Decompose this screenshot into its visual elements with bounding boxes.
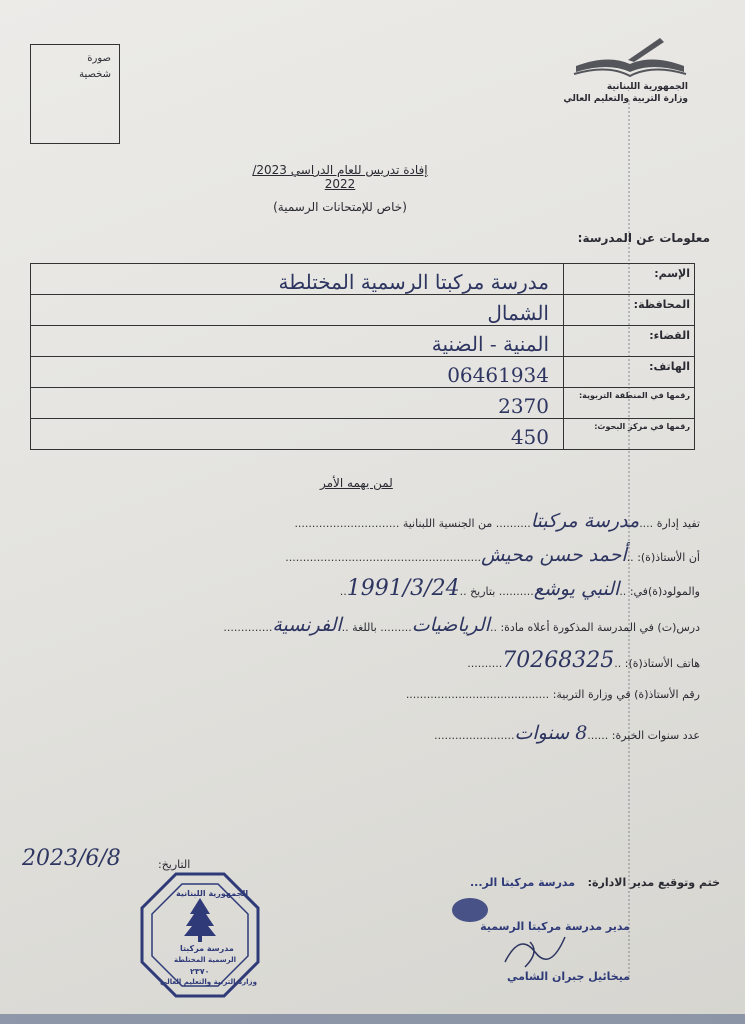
stamp-top: مدرسة مركبتا الر... xyxy=(470,876,576,889)
date-value: 2023/6/8 xyxy=(22,846,121,871)
cert-line-5: هاتف الأستاذ(ة): ..70268325.......... xyxy=(467,648,700,673)
row-label: القضاء: xyxy=(564,326,695,357)
document-title-text: إفادة تدريس للعام الدراسي 2023/ 2022 xyxy=(252,163,428,191)
table-row xyxy=(31,295,695,326)
row-label: المحافظة: xyxy=(564,295,695,326)
ministry-line-1: الجمهورية اللبنانية xyxy=(606,82,688,92)
table-row xyxy=(31,326,695,357)
line-3-value: النبي يوشع xyxy=(533,578,620,600)
row-value: الشمال xyxy=(31,295,564,326)
line-6-prefix: رقم الأستاذ(ة) في وزارة التربية: xyxy=(552,688,700,701)
seal-text-4: ٢٣٧٠ xyxy=(190,967,210,976)
signature-label: ختم وتوقيع مدير الادارة: xyxy=(587,876,720,889)
line-7-value: 8 سنوات xyxy=(514,722,588,744)
cert-line-2: أن الأستاذ(ة): ..أحمد حسن محيش........................................................ xyxy=(285,544,700,566)
line-1-suffix: من الجنسية اللبنانية xyxy=(402,517,493,530)
cert-line-6: رقم الأستاذ(ة) في وزارة التربية: ......................................... xyxy=(405,688,700,701)
line-1-prefix: تفيد إدارة xyxy=(656,517,700,530)
photo-box-line-2: شخصية xyxy=(79,69,111,80)
document-title xyxy=(240,163,440,191)
scan-edge xyxy=(0,1014,745,1024)
photo-box xyxy=(30,44,120,144)
line-1-value: مدرسة مركبتا xyxy=(530,510,640,532)
official-seal xyxy=(138,870,262,1000)
row-value: 450 xyxy=(31,419,564,450)
cert-line-4: درس(ت) في المدرسة المذكورة أعلاه مادة: ..الرياضيات......... باللغة ..الفرنسية.............. xyxy=(223,614,700,636)
line-3-date: 1991/3/24 xyxy=(346,576,460,601)
row-label: رقمها في مركز البحوث: xyxy=(564,419,695,450)
line-4-prefix: درس(ت) في المدرسة المذكورة أعلاه مادة: xyxy=(500,621,700,634)
date-label: التاريخ: xyxy=(158,858,191,871)
ministry-line-2: وزارة التربية والتعليم العالي xyxy=(563,94,688,104)
stamp-line-2: ميخائيل جبران الشامي xyxy=(506,970,630,983)
photo-box-line-1: صورة xyxy=(87,53,111,64)
table-row xyxy=(31,419,695,450)
ministry-logo xyxy=(563,36,688,106)
to-whom-text: لمن يهمه الأمر xyxy=(320,476,393,490)
line-3-prefix: والمولود(ة)في: xyxy=(629,585,700,598)
cert-line-7: عدد سنوات الخبرة: ......8 سنوات....................... xyxy=(434,722,700,744)
row-value: المنية - الضنية xyxy=(31,326,564,357)
cert-line-1: تفيد إدارة ....مدرسة مركبتا.......... من الجنسية اللبنانية .............................. xyxy=(294,510,700,532)
row-label: الهاتف: xyxy=(564,357,695,388)
stamp-line-1: مدير مدرسة مركبتا الرسمية xyxy=(480,920,630,933)
line-4-mid: باللغة xyxy=(352,621,377,634)
row-value: مدرسة مركبتا الرسمية المختلطة xyxy=(31,264,564,295)
school-info-label: معلومات عن المدرسة: xyxy=(577,231,710,245)
table-row xyxy=(31,388,695,419)
seal-text-3: الرسمية المختلطة xyxy=(174,956,237,964)
row-label: الإسم: xyxy=(564,264,695,295)
document-subtitle: (خاص للإمتحانات الرسمية) xyxy=(273,200,407,214)
line-4-value: الرياضيات xyxy=(411,614,490,636)
line-5-value: 70268325 xyxy=(502,648,615,673)
line-5-prefix: هاتف الأستاذ(ة): xyxy=(624,657,700,670)
row-label: رقمها في المنطقة التربوية: xyxy=(564,388,695,419)
table-row xyxy=(31,264,695,295)
to-whom-heading xyxy=(320,476,393,490)
line-7-prefix: عدد سنوات الخبرة: xyxy=(611,729,700,742)
cert-line-3: والمولود(ة)في: ..النبي يوشع.......... بتاريخ ..1991/3/24.. xyxy=(339,576,700,601)
signature-scribble-icon xyxy=(500,922,570,977)
seal-text-1: الجمهورية اللبنانية xyxy=(176,889,249,898)
row-value: 2370 xyxy=(31,388,564,419)
seal-text-2: مدرسة مركبتا xyxy=(180,944,234,953)
table-row xyxy=(31,357,695,388)
row-value: 06461934 xyxy=(31,357,564,388)
line-3-mid: بتاريخ xyxy=(470,585,496,598)
seal-text-5: وزارة التربية والتعليم العالي xyxy=(160,978,257,986)
school-info-table xyxy=(30,263,695,450)
line-4-lang: الفرنسية xyxy=(272,614,342,636)
line-2-value: أحمد حسن محيش xyxy=(481,544,627,566)
book-logo-icon xyxy=(568,36,688,80)
line-2-prefix: أن الأستاذ(ة): xyxy=(637,551,700,564)
